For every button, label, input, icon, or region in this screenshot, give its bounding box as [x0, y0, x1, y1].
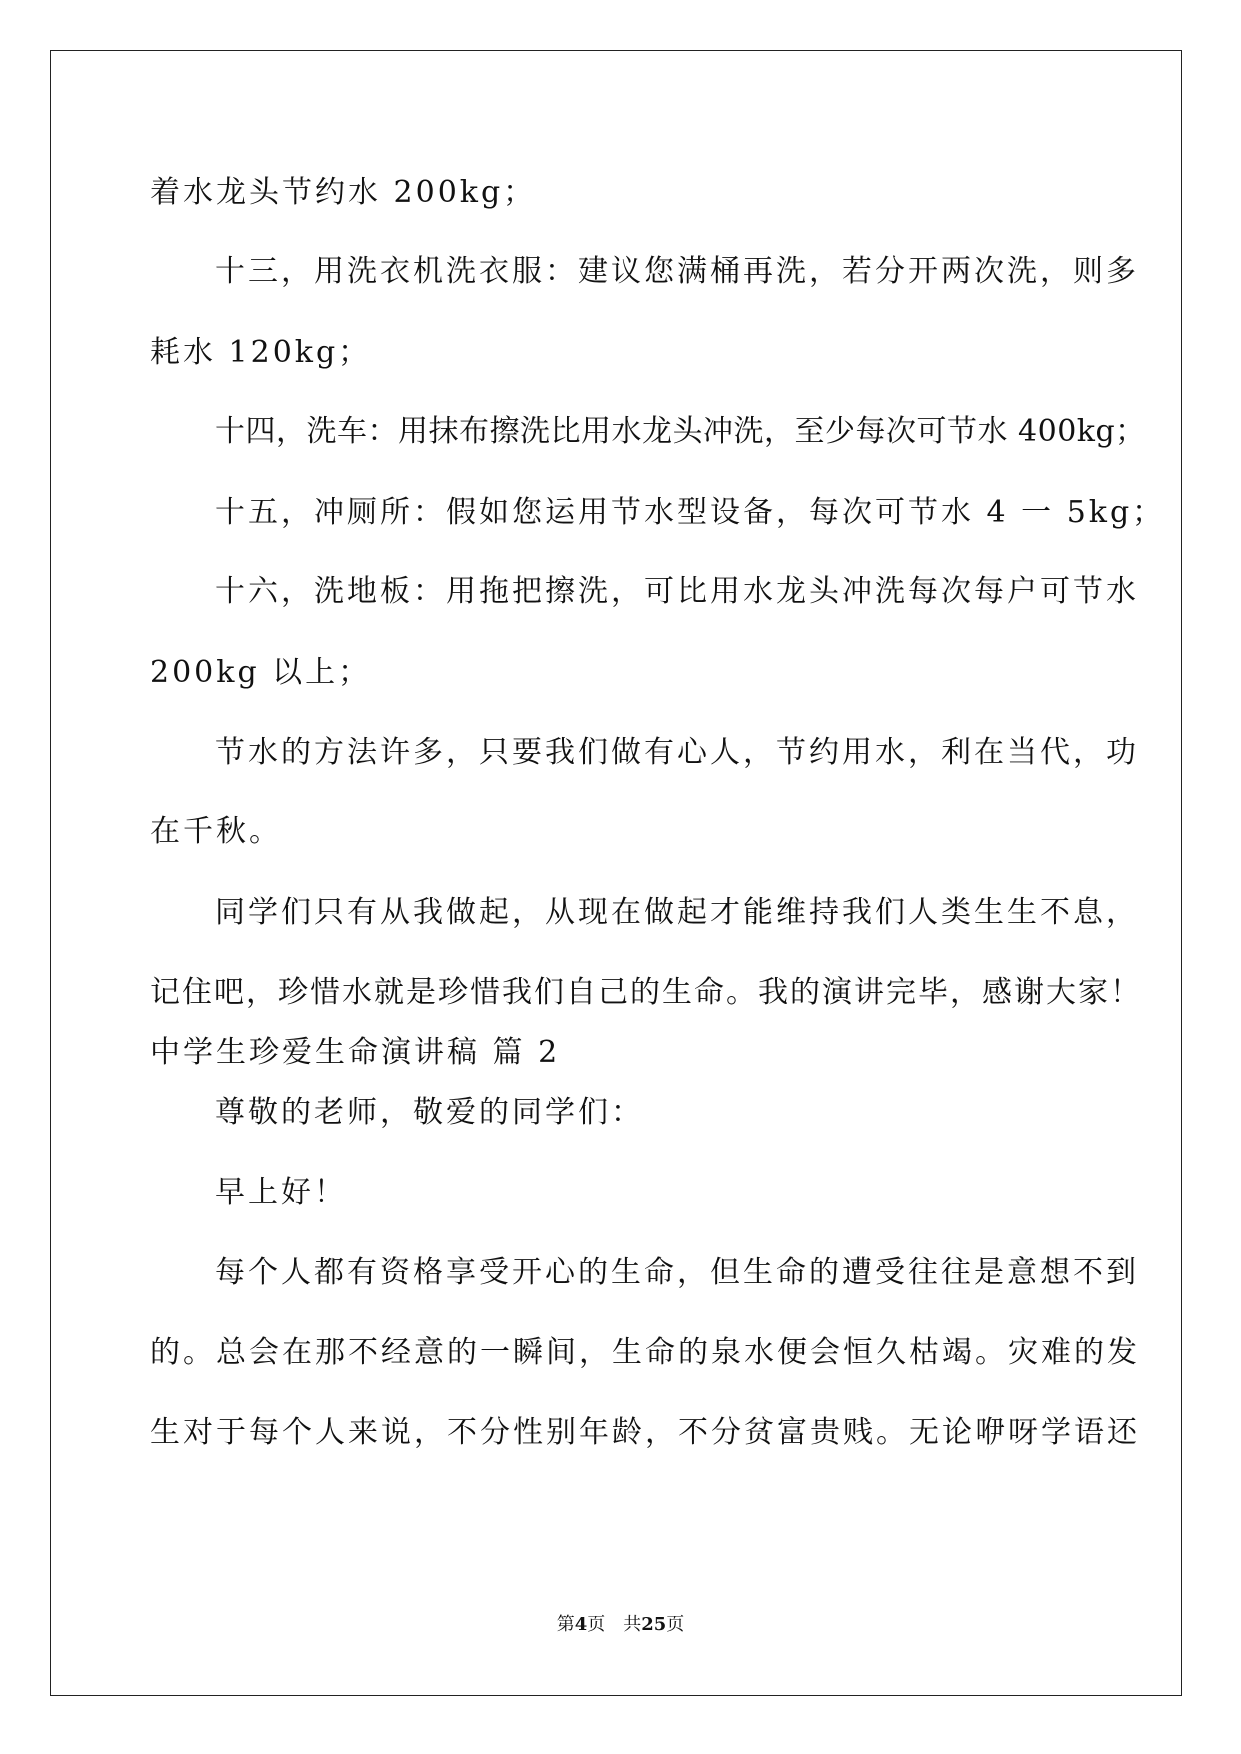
total-page-count: 25	[641, 1614, 667, 1635]
text-line: 在千秋。	[150, 814, 282, 849]
text-line: 早上好！	[215, 1175, 347, 1210]
text-line: 耗水 120kg；	[150, 335, 372, 370]
text-line: 200kg 以上；	[150, 655, 372, 690]
text-line: 记住吧，珍惜水就是珍惜我们自己的生命。我的演讲完毕，感谢大家！	[150, 975, 1142, 1010]
section-heading: 中学生珍爱生命演讲稿 篇 2	[150, 1035, 561, 1070]
current-page-number: 4	[574, 1614, 588, 1635]
text-line: 生对于每个人来说，不分性别年龄，不分贫富贵贱。无论咿呀学语还	[150, 1415, 1140, 1450]
footer-mid: 页 共	[587, 1614, 642, 1635]
text-line: 十四，洗车：用抹布擦洗比用水龙头冲洗，至少每次可节水 400kg；	[215, 414, 1146, 449]
text-line: 节水的方法许多，只要我们做有心人，节约用水，利在当代，功	[215, 735, 1139, 770]
text-line: 十三，用洗衣机洗衣服：建议您满桶再洗，若分开两次洗，则多	[215, 254, 1139, 289]
text-line: 同学们只有从我做起，从现在做起才能维持我们人类生生不息，	[215, 895, 1139, 930]
text-line: 着水龙头节约水 200kg；	[150, 175, 537, 210]
page-footer	[0, 1610, 1241, 1636]
text-line: 每个人都有资格享受开心的生命，但生命的遭受往往是意想不到	[215, 1255, 1139, 1290]
text-line: 尊敬的老师，敬爱的同学们：	[215, 1095, 644, 1130]
footer-suffix: 页	[666, 1614, 685, 1635]
text-line: 的。总会在那不经意的一瞬间，生命的泉水便会恒久枯竭。灾难的发	[150, 1335, 1140, 1370]
text-line: 十五，冲厕所：假如您运用节水型设备，每次可节水 4 一 5kg；	[215, 495, 1166, 530]
text-line: 十六，洗地板：用拖把擦洗，可比用水龙头冲洗每次每户可节水	[215, 574, 1139, 609]
footer-prefix: 第	[556, 1614, 575, 1635]
